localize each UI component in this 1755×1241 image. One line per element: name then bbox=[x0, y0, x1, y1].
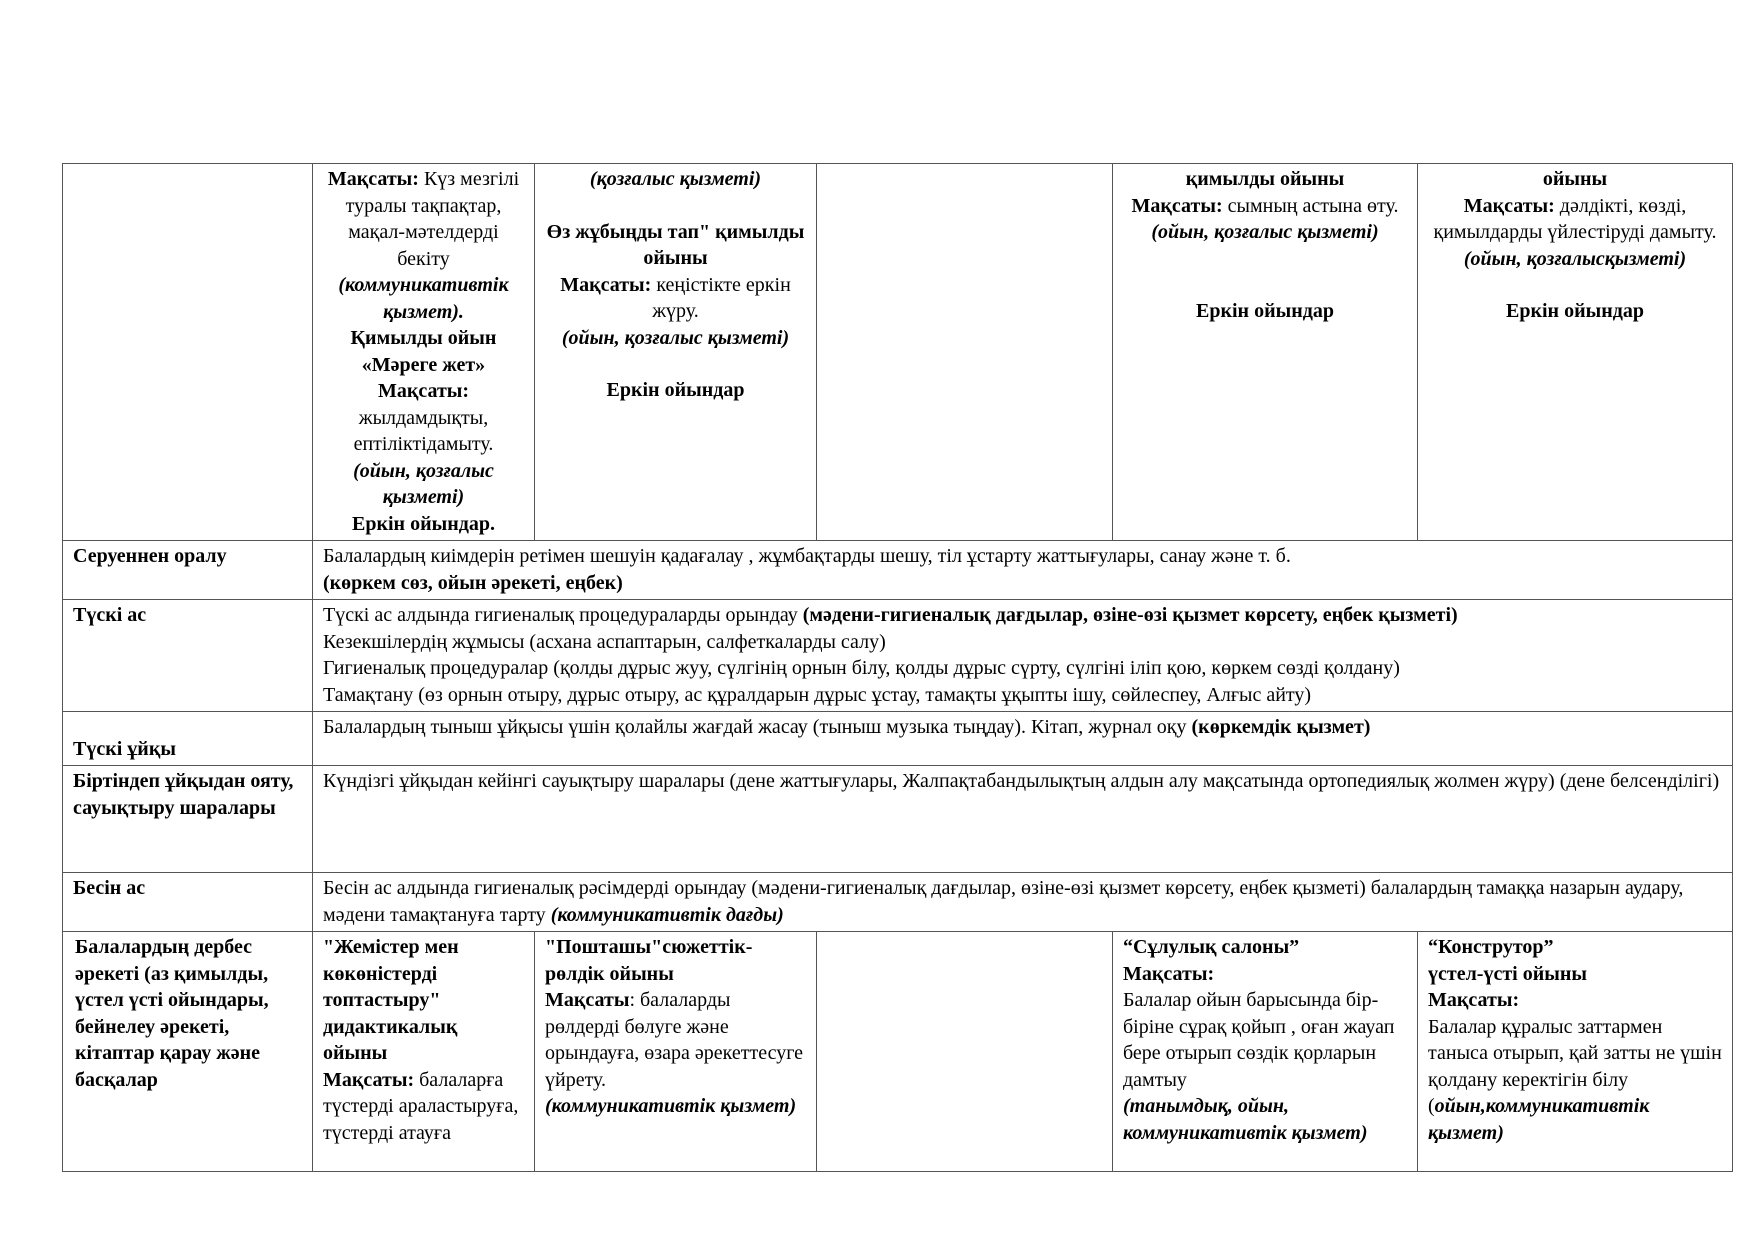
table-row-wake bbox=[63, 766, 1733, 873]
lunch-content: Түскі ас алдында гигиеналық процедураларды орындау (мәдени-гигиеналық дағдылар, өзіне-өзі қызмет көрсету, еңбек қызметі) Кезекшілердің жұмысы (асхана аспаптарын, салфеткаларды салу) Гигиеналық процедуралар (қолды дұрыс жуу, сүлгінің орнын білу, қолды дұрыс сүрту, сүлгіні іліп қою, көркем сөзді қолдану) Тамақтану (өз орнын отыру, дұрыс отыру, ас құралдарын дұрыс ұстау, тамақты ұқыпты ішу, сөйлеспеу, Алғыс айту) bbox=[313, 600, 1733, 712]
row-label-nap: Түскі ұйқы bbox=[63, 712, 313, 766]
snack-content: Бесін ас алдында гигиеналық рәсімдерді орындау (мәдени-гигиеналық дағдылар, өзіне-өзі қызмет көрсету, еңбек қызметі) балалардың тамаққа назарын аудару, мәдени тамақтануға тарту (коммуникативтік дағды) bbox=[313, 873, 1733, 932]
row-label-independent-activity: Балалардың дербес әрекеті (аз қимылды, үстел үсті ойындары, бейнелеу әрекеті, кітаптар қарау және басқалар bbox=[63, 932, 313, 1172]
independent-thursday-cell: “Сұлулық салоны” Мақсаты: Балалар ойын барысында бір-біріне сұрақ қойып , оған жауап бере отырып сөздік қорларын дамтыу (танымдық, ойын, коммуникативтік қызмет) bbox=[1113, 932, 1418, 1172]
table-row-independent-activity bbox=[63, 932, 1733, 1172]
tuesday-cell: (қозғалыс қызметі) Өз жұбыңды тап" қимылды ойыны Мақсаты: кеңістікте еркін жүру. (ойын, қозғалыс қызметі) Еркін ойындар bbox=[535, 164, 817, 541]
table-row-return-walk bbox=[63, 541, 1733, 600]
wake-content: Күндізгі ұйқыдан кейінгі сауықтыру шаралары (дене жаттығулары, Жалпақтабандылықтың алдын алу мақсатында ортопедиялық жолмен жүру) (дене белсенділігі) bbox=[313, 766, 1733, 873]
independent-tuesday-cell: "Пошташы"сюжеттік-рөлдік ойыны Мақсаты: балаларды рөлдерді бөлуге және орындауға, өзара әрекеттесуге үйрету. (коммуникативтік қызмет) bbox=[535, 932, 817, 1172]
monday-cell: Мақсаты: Күз мезгілі туралы тақпақтар, мақал-мәтелдерді бекіту (коммуникативтік қызмет). Қимылды ойын «Мәреге жет» Мақсаты: жылдамдықты, ептіліктідамыту. (ойын, қозғалыс қызметі) Еркін ойындар. bbox=[313, 164, 535, 541]
return-walk-content: Балалардың киімдерін ретімен шешуін қадағалау , жұмбақтарды шешу, тіл ұстарту жаттығулары, санау және т. б. (көркем сөз, ойын әрекеті, еңбек) bbox=[313, 541, 1733, 600]
independent-wednesday-cell bbox=[817, 932, 1113, 1172]
table-row-snack bbox=[63, 873, 1733, 932]
row-label-wake: Біртіндеп ұйқыдан ояту, сауықтыру шаралары bbox=[63, 766, 313, 873]
daily-plan-table bbox=[62, 163, 1733, 1172]
row-label-empty bbox=[63, 164, 313, 541]
independent-friday-cell: “Конструтор” үстел-үсті ойыны Мақсаты: Балалар құралыс заттармен таныса отырып, қай затты не үшін қолдану керектігін білу (ойын,коммуникативтік қызмет) bbox=[1418, 932, 1733, 1172]
table-row-nap bbox=[63, 712, 1733, 766]
row-label-snack: Бесін ас bbox=[63, 873, 313, 932]
nap-content: Балалардың тыныш ұйқысы үшін қолайлы жағдай жасау (тыныш музыка тыңдау). Кітап, журнал оқу (көркемдік қызмет) bbox=[313, 712, 1733, 766]
thursday-cell: қимылды ойыны Мақсаты: сымның астына өту. (ойын, қозғалыс қызметі) Еркін ойындар bbox=[1113, 164, 1418, 541]
wednesday-cell bbox=[817, 164, 1113, 541]
row-label-lunch: Түскі ас bbox=[63, 600, 313, 712]
table-row-lunch bbox=[63, 600, 1733, 712]
table-row-activities-continued bbox=[63, 164, 1733, 541]
friday-cell: ойыны Мақсаты: дәлдікті, көзді, қимылдарды үйлестіруді дамыту. (ойын, қозғалысқызметі) Еркін ойындар bbox=[1418, 164, 1733, 541]
row-label-return-walk: Серуеннен оралу bbox=[63, 541, 313, 600]
independent-monday-cell: "Жемістер мен көкөністерді топтастыру" дидактикалық ойыны Мақсаты: балаларға түстерді араластыруға, түстерді атауға bbox=[313, 932, 535, 1172]
